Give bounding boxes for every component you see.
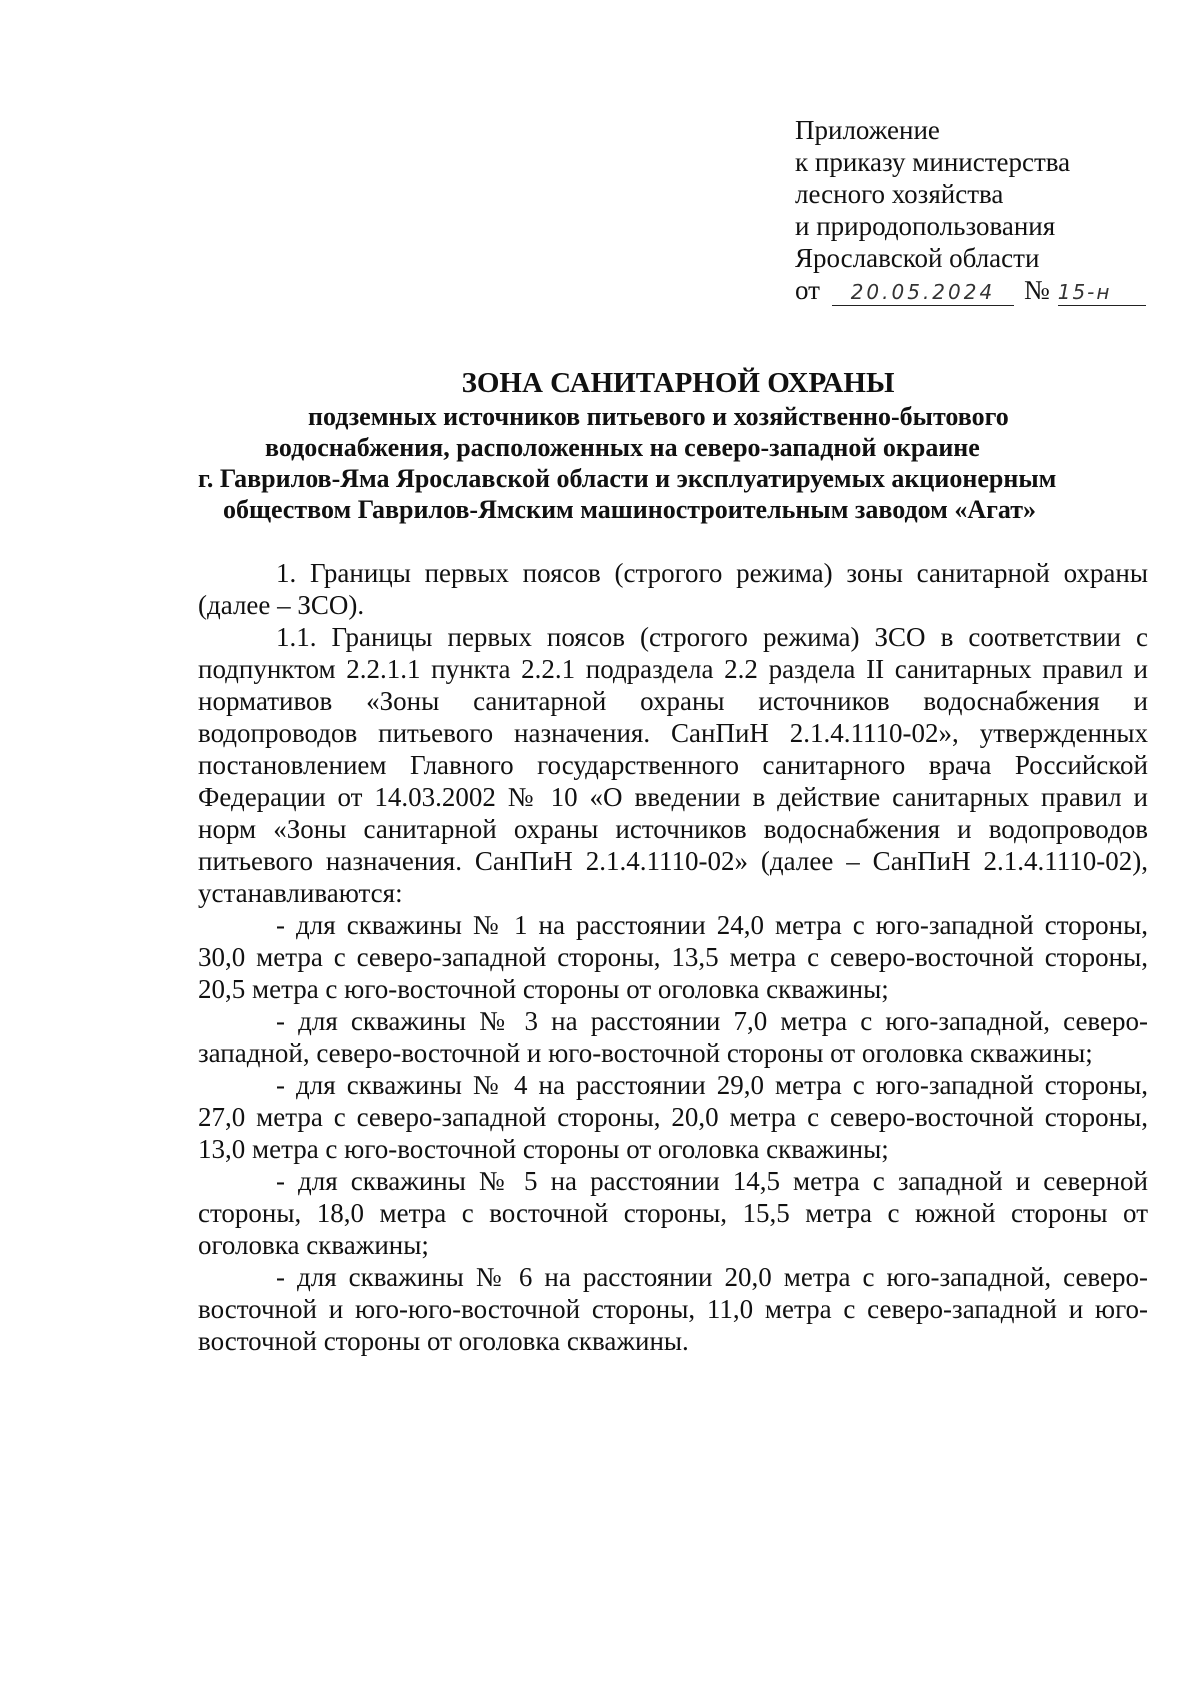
paragraph: 1.1. Границы первых поясов (строгого режима) ЗСО в соответствии с подпунктом 2.2.1.1 пункта 2.2.1 подраздела 2.2 раздела II санитарных правил и нормативов «Зоны санитарной охраны источников водоснабжения и водопроводов питьевого назначения. СанПиН 2.1.4.1110-02», утвержденных постановлением Главного государственного санитарного врача Российской Федерации от 14.03.2002 № 10 «О введении в действие санитарных правил и норм «Зоны санитарной охраны источников водоснабжения и водопроводов питьевого назначения. СанПиН 2.1.4.1110-02» (далее – СанПиН 2.1.4.1110-02), устанавливаются: xyxy=(198,622,1148,908)
approval-line: лесного хозяйства xyxy=(795,179,1004,209)
subtitle-line: водоснабжения, расположенных на северо-западной окраине xyxy=(265,433,980,462)
approval-line: Ярославской области xyxy=(795,243,1040,273)
approval-line: Приложение xyxy=(795,115,940,145)
document-subtitle xyxy=(198,401,1158,525)
document-title: ЗОНА САНИТАРНОЙ ОХРАНЫ xyxy=(461,367,895,399)
list-item: - для скважины № 4 на расстоянии 29,0 метра с юго-западной стороны, 27,0 метра с северо-западной стороны, 20,0 метра с северо-восточной стороны, 13,0 метра с юго-восточной стороны от оголовка скважины; xyxy=(198,1070,1148,1164)
subtitle-line: г. Гаврилов-Яма Ярославской области и эксплуатируемых акционерным xyxy=(198,464,1057,493)
list-item: - для скважины № 3 на расстоянии 7,0 метра с юго-западной, северо-западной, северо-восточной и юго-восточной стороны от оголовка скважины; xyxy=(198,1006,1148,1068)
approval-block xyxy=(795,114,1155,306)
list-item: - для скважины № 5 на расстоянии 14,5 метра с западной и северной стороны, 18,0 метра с восточной стороны, 15,5 метра с южной стороны от оголовка скважины; xyxy=(198,1166,1148,1260)
subtitle-line: подземных источников питьевого и хозяйственно-бытового xyxy=(308,402,1009,431)
paragraph: 1. Границы первых поясов (строгого режима) зоны санитарной охраны (далее – ЗСО). xyxy=(198,558,1148,620)
document-body xyxy=(198,557,1148,1357)
date-prefix: от xyxy=(795,275,820,305)
approval-date-row xyxy=(795,274,1155,306)
list-item: - для скважины № 6 на расстоянии 20,0 метра с юго-западной, северо-восточной и юго-юго-восточной стороны, 11,0 метра с северо-западной и юго-восточной стороны от оголовка скважины. xyxy=(198,1262,1148,1356)
approval-line: к приказу министерства xyxy=(795,147,1071,177)
number-handwritten: 15-н xyxy=(1058,279,1146,306)
list-item: - для скважины № 1 на расстоянии 24,0 метра с юго-западной стороны, 30,0 метра с северо-западной стороны, 13,5 метра с северо-восточной стороны, 20,5 метра с юго-восточной стороны от оголовка скважины; xyxy=(198,910,1148,1004)
number-label: № xyxy=(1023,275,1050,305)
approval-line: и природопользования xyxy=(795,211,1056,241)
date-handwritten: 20.05.2024 xyxy=(832,279,1014,306)
subtitle-line: обществом Гаврилов-Ямским машиностроительным заводом «Агат» xyxy=(223,495,1037,524)
